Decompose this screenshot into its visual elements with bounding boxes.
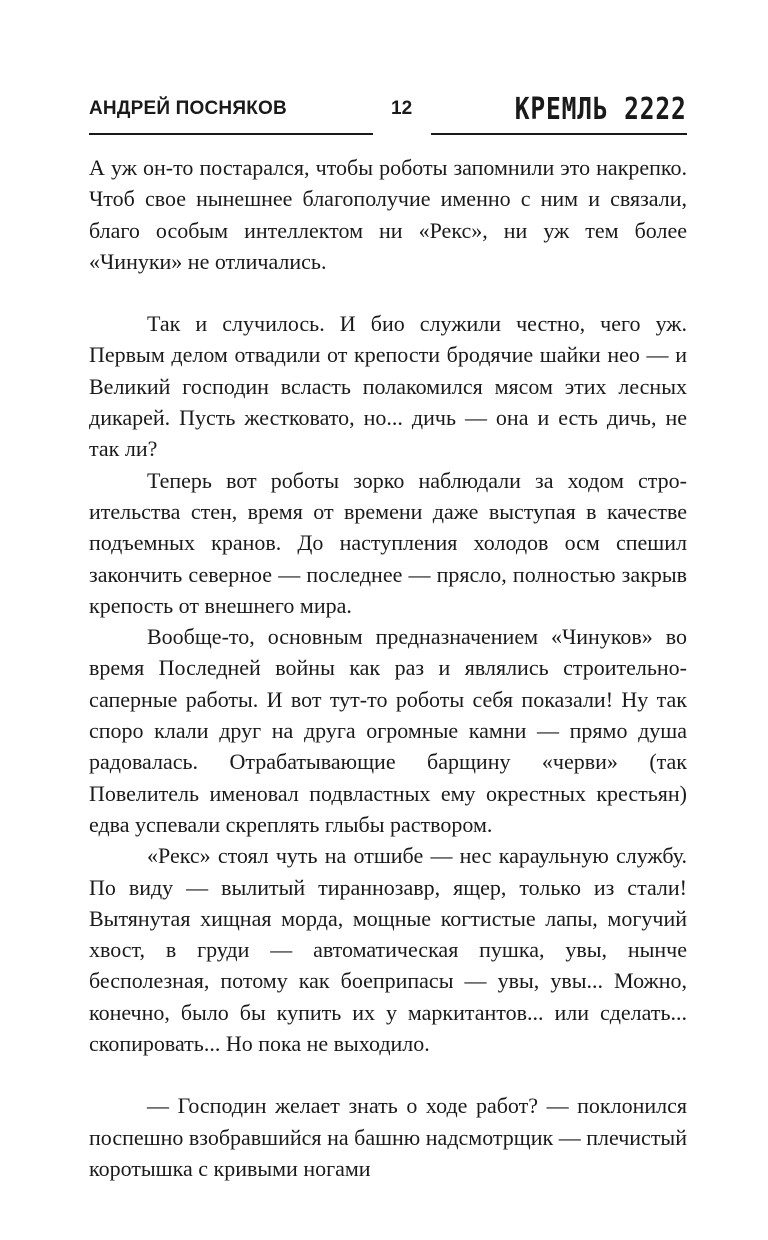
paragraph: Так и случилось. И био служили честно, чего уж. Первым делом отвадили от крепости бродячие шайки нео — и Великий господин всласть полакомился мясом этих лесных дикарей. Пусть жестковато, но... дичь — она и есть дичь, не так ли? (89, 311, 687, 462)
body-text (89, 152, 687, 1184)
paragraph: — Господин желает знать о ходе работ? — поклонился поспешно взобравшийся на башню надсмотрщик — плечистый коротышка с кривыми ногами (89, 1093, 687, 1181)
running-header (89, 92, 687, 140)
paragraph: Вообще-то, основным предназначением «Чинуков» во время Последней войны как раз и являлись строительно-саперные работы. И вот тут-то роботы себя показали! Ну так споро клали друг на друга огромные камни — прямо душа радовалась. Отрабатывающие барщину «черви» (так Повелитель именовал подвластных ему окрестных крестьян) едва успевали скреплять глыбы раствором. (89, 624, 687, 837)
page-number: 12 (391, 98, 413, 119)
header-rule-right (431, 133, 687, 135)
paragraph: «Рекс» стоял чуть на отшибе — нес караульную службу. По виду — вылитый тираннозавр, ящер, только из стали! Вытянутая хищная морда, мощные когтистые лапы, могучий хвост, в груди — автоматическая пушка, увы, нынче бесполезная, потому как боеприпасы — увы, увы... Можно, конечно, было бы купить их у маркитантов... или сделать... скопировать... Но пока не выходило. (89, 843, 687, 1057)
paragraph: А уж он-то постарался, чтобы роботы запомнили это накрепко. Чтоб свое нынешнее благополучие именно с ним и связали, благо особым интеллектом ни «Рекс», ни уж тем более «Чинуки» не отличались. (89, 155, 687, 274)
paragraph: Теперь вот роботы зорко наблюдали за ходом строительства стен, время от времени даже выступая в качестве подъемных кранов. До наступления холодов осм спешил закончить северное — последнее — прясло, полностью закрыв крепость от внешнего мира. (89, 467, 687, 618)
author-name: АНДРЕЙ ПОСНЯКОВ (89, 98, 287, 119)
book-title: КРЕМЛЬ 2222 (515, 92, 687, 127)
header-rule-left (89, 133, 373, 135)
